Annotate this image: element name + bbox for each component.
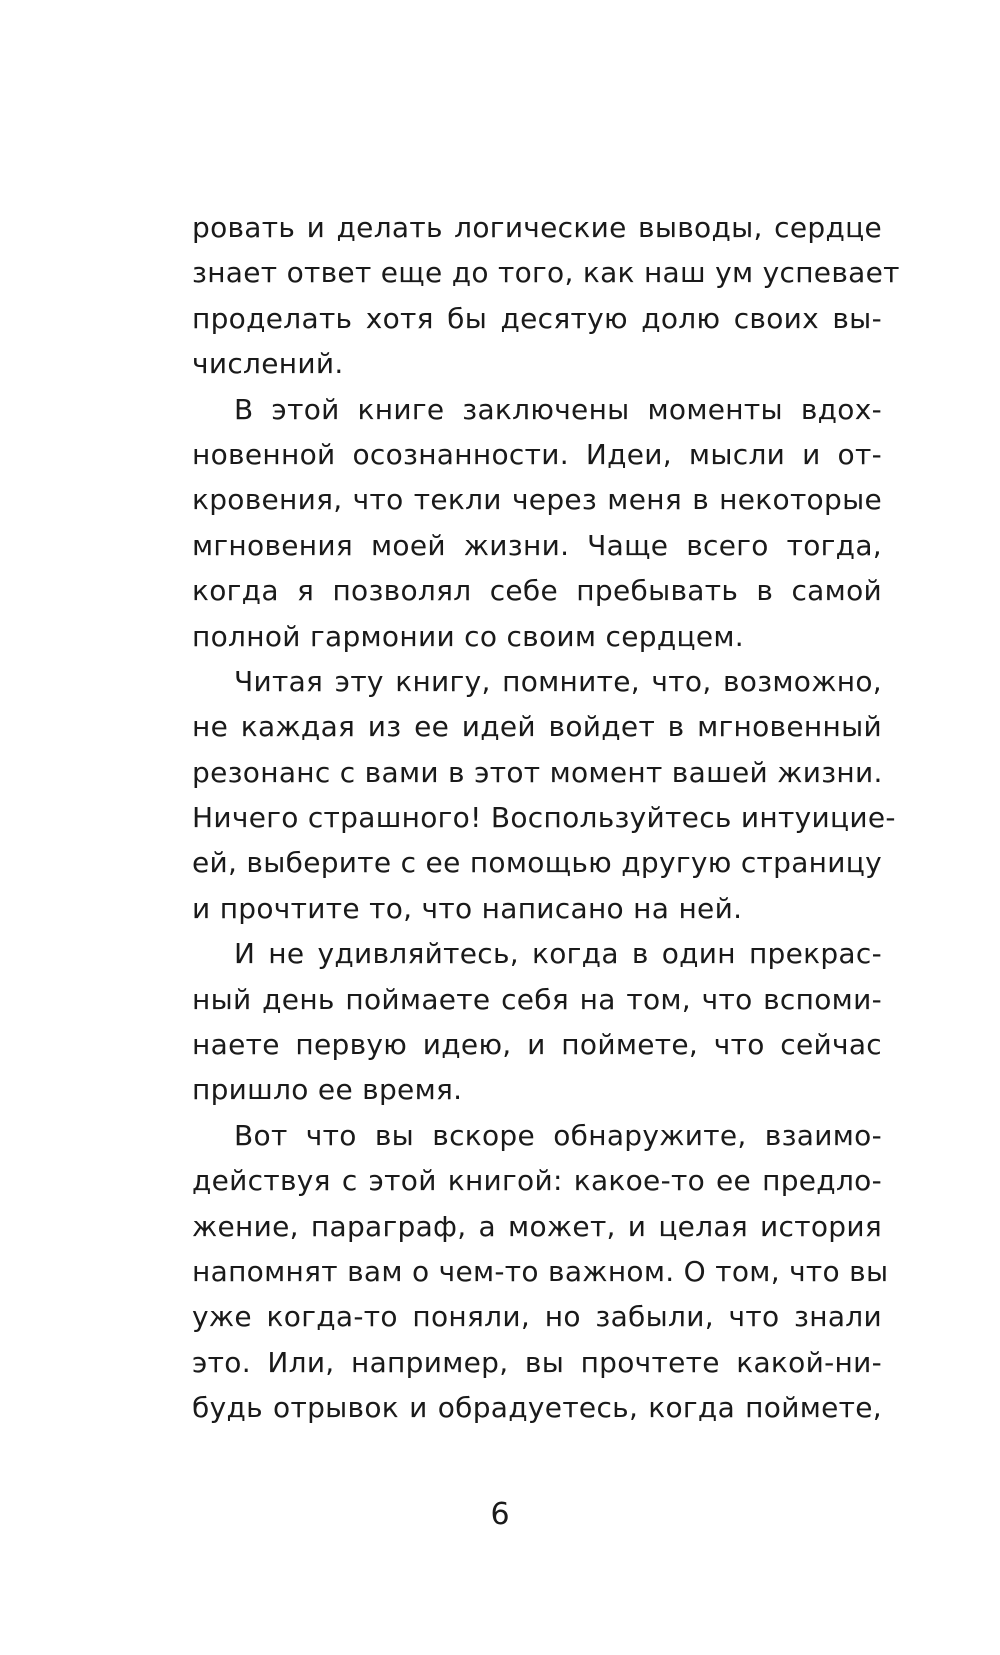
text-line: будь отрывок и обрадуетесь, когда поймете,: [192, 1391, 882, 1425]
text-line: новенной осознанности. Идеи, мысли и от-: [192, 437, 882, 471]
paragraph: [192, 1113, 889, 1431]
paragraph: [192, 659, 896, 931]
text-line: пришло ее время.: [192, 1073, 463, 1107]
text-line: напомнят вам о чем-то важном. О том, что вы: [192, 1254, 889, 1288]
text-line: действуя с этой книгой: какое-то ее предло-: [192, 1164, 882, 1198]
text-line: ровать и делать логические выводы, сердце: [192, 211, 882, 244]
text-line: Читая эту книгу, помните, что, возможно,: [234, 664, 882, 698]
text-line: мгновения моей жизни. Чаще всего тогда,: [192, 528, 882, 562]
text-line: И не удивляйтесь, когда в один прекрас-: [234, 937, 882, 971]
text-line: не каждая из ее идей войдет в мгновенный: [192, 710, 882, 744]
text-line: резонанс с вами в этот момент вашей жизни.: [192, 755, 883, 789]
text-line: уже когда-то поняли, но забыли, что знали: [192, 1300, 882, 1334]
text-line: полной гармонии со своим сердцем.: [192, 619, 745, 653]
text-line: ный день поймаете себя на том, что вспоми-: [192, 982, 882, 1016]
text-line: проделать хотя бы десятую долю своих вы-: [192, 301, 882, 335]
paragraph: [192, 205, 900, 387]
text-line: это. Или, например, вы прочтете какой-ни-: [192, 1345, 882, 1379]
text-line: числений.: [192, 347, 344, 381]
paragraph: [192, 931, 882, 1113]
text-line: Ничего страшного! Воспользуйтесь интуицие-: [192, 801, 896, 835]
text-line: ей, выберите с ее помощью другую страницу: [192, 846, 882, 880]
text-line: наете первую идею, и поймете, что сейчас: [192, 1028, 882, 1062]
text-line: кровения, что текли через меня в некоторые: [192, 483, 882, 517]
paragraph: [192, 387, 882, 659]
page-body: [192, 205, 900, 1431]
text-line: когда я позволял себе пребывать в самой: [192, 574, 882, 608]
text-line: В этой книге заключены моменты вдох-: [234, 392, 882, 426]
text-line: и прочтите то, что написано на ней.: [192, 891, 743, 925]
text-line: знает ответ еще до того, как наш ум успевает: [192, 256, 900, 290]
page-number: 6: [490, 1497, 510, 1532]
text-line: жение, параграф, а может, и целая история: [192, 1209, 882, 1243]
text-line: Вот что вы вскоре обнаружите, взаимо-: [234, 1118, 882, 1152]
